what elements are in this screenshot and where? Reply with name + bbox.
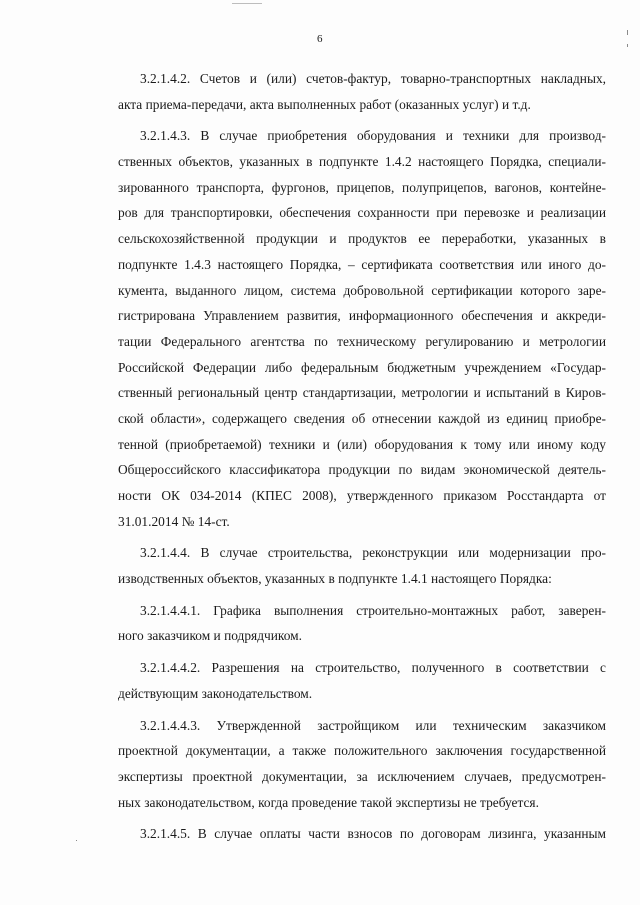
text-line: 3.2.1.4.3. В случае приобретения оборудования и техники для производ- — [140, 128, 606, 144]
text-line: проектной документации, а также положительного заключения государственной — [118, 743, 606, 759]
paragraph — [118, 655, 606, 706]
text-line: 3.2.1.4.4.1. Графика выполнения строительно-монтажных работ, заверен- — [140, 602, 606, 618]
paragraph — [118, 713, 606, 816]
page-number: 6 — [317, 33, 323, 45]
text-line: ных законодательством, когда проведение такой экспертизы не требуется. — [118, 794, 539, 810]
text-line: ственный региональный центр стандартизации, метрологии и испытаний в Киров- — [118, 385, 606, 401]
text-line: подпункте 1.4.3 настоящего Порядка, – сертификата соответствия или иного до- — [118, 256, 606, 272]
text-line: зированного транспорта, фургонов, прицепов, полуприцепов, вагонов, контейне- — [118, 179, 606, 195]
text-line: изводственных объектов, указанных в подпункте 1.4.1 настоящего Порядка: — [118, 571, 552, 587]
text-line: 3.2.1.4.4.2. Разрешения на строительство, полученного в соответствии с — [140, 660, 606, 676]
paragraph — [118, 598, 606, 649]
scan-artifact — [232, 3, 262, 4]
text-line: тенной (приобретаемой) техники и (или) оборудования к тому или иному коду — [118, 436, 606, 452]
text-line: 3.2.1.4.5. В случае оплаты части взносов по договорам лизинга, указанным — [140, 826, 606, 842]
paragraph — [118, 123, 606, 534]
text-line: ской области», содержащего сведения об отнесении каждой из единиц приобре- — [118, 410, 606, 426]
text-line: гистрирована Управлением развития, информационного обеспечения и аккреди- — [118, 308, 606, 324]
text-line: сельскохозяйственной продукции и продуктов ее переработки, указанных в — [118, 231, 606, 247]
text-line: ров для транспортировки, обеспечения сохранности при перевозке и реализации — [118, 205, 606, 221]
text-line: 3.2.1.4.4.3. Утвержденной застройщиком или техническим заказчиком — [140, 717, 606, 733]
document-body — [118, 66, 606, 847]
text-line: ственных объектов, указанных в подпункте 1.4.2 настоящего Порядка, специали- — [118, 154, 606, 170]
text-line: Российской Федерации либо федеральным бюджетным учреждением «Государ- — [118, 359, 606, 375]
paragraph — [118, 821, 606, 847]
text-line: 31.01.2014 № 14-ст. — [118, 513, 230, 529]
text-line: ного заказчиком и подрядчиком. — [118, 628, 303, 644]
paragraph — [118, 540, 606, 591]
text-line: действующим законодательством. — [118, 685, 313, 701]
text-line: 3.2.1.4.4. В случае строительства, реконструкции или модернизации про- — [140, 545, 606, 561]
scan-artifact — [76, 840, 77, 841]
text-line: 3.2.1.4.2. Счетов и (или) счетов-фактур, товарно-транспортных накладных, — [140, 71, 606, 86]
text-line: акта приема-передачи, акта выполненных работ (оказанных услуг) и т.д. — [118, 96, 531, 112]
text-line: кумента, выданного лицом, система добровольной сертификации которого заре- — [118, 282, 606, 298]
text-line: ности ОК 034-2014 (КПЕС 2008), утвержденного приказом Росстандарта от — [118, 488, 606, 503]
text-line: тации Федерального агентства по техническому регулированию и метрологии — [118, 333, 606, 349]
text-line: Общероссийского классификатора продукции по видам экономической деятель- — [118, 462, 606, 478]
text-line: экспертизы проектной документации, за исключением случаев, предусмотрен- — [118, 768, 606, 784]
paragraph — [118, 66, 606, 117]
